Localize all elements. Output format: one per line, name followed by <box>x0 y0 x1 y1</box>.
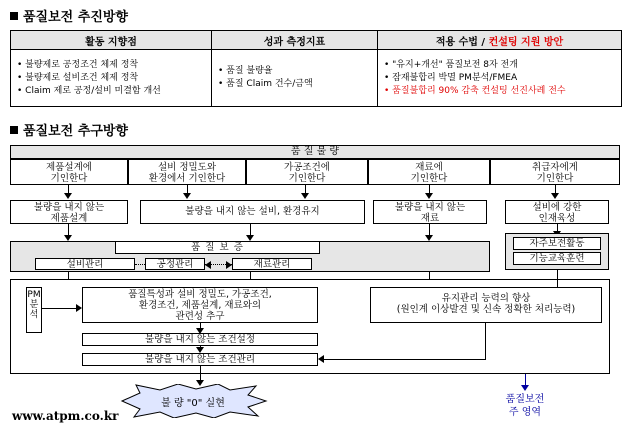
list-item: • "유지+개선" 품질보전 8자 전개 <box>384 59 615 72</box>
arrow-down-icon <box>64 193 72 199</box>
maintenance-capability-box: 유지관리 능력의 향상 (원인계 이상발견 및 신속 정확한 처리능력) <box>370 287 602 323</box>
list-item: • Claim 제로 공정/설비 미결함 개선 <box>17 85 205 98</box>
goal-box: 설비에 강한 인재육성 <box>505 200 609 224</box>
right-item-autonomous: 자주보전활동 <box>513 237 601 250</box>
relationship-box: 품질특성과 설비 정밀도, 가공조건, 환경조건, 제품설계, 재료와의 관련성 추구 <box>82 287 318 323</box>
website-link[interactable]: www.atpm.co.kr <box>12 409 119 423</box>
connector-line <box>68 272 69 279</box>
connector-line <box>324 359 485 360</box>
connector-line <box>485 323 486 360</box>
cause-box: 재료에 기인한다 <box>368 159 490 185</box>
quality-assurance-title: 품 질 보 증 <box>115 241 320 254</box>
arrow-down-icon <box>521 385 529 391</box>
connector-line <box>42 308 77 309</box>
right-item-training: 기능교육훈련 <box>513 252 601 265</box>
arrow-right-icon <box>226 261 232 269</box>
cause-box: 취급자에게 기인한다 <box>490 159 620 185</box>
maintenance-area-label: 품질보전 주 영역 <box>505 394 545 418</box>
quality-defect-bar: 품 질 불 량 <box>10 145 620 159</box>
table-header: 적용 수법 / 컨설팅 지원 방안 <box>378 31 622 50</box>
list-item: • 불량제로 설비조건 체제 정착 <box>17 72 205 85</box>
arrow-down-icon <box>301 193 309 199</box>
table-cell-methods <box>378 50 622 107</box>
qa-item-equipment: 설비관리 <box>35 258 135 270</box>
goal-box: 불량을 내지 않는 제품설계 <box>10 200 128 224</box>
strategy-table <box>10 30 622 107</box>
arrow-down-icon <box>551 193 559 199</box>
list-item: • 잠재불합리 박멸 PM분석/FMEA <box>384 72 615 85</box>
list-item: • 품질불합리 90% 감축 컨설팅 선진사례 전수 <box>384 85 615 98</box>
arrow-down-icon <box>183 193 191 199</box>
list-item: • 품질 불량율 <box>218 65 371 78</box>
cause-box: 제품설계에 기인한다 <box>10 159 128 185</box>
pm-analysis-box: PM 분 석 <box>26 287 42 333</box>
list-item: • 불량제로 공정조건 체제 정착 <box>17 59 205 72</box>
cause-box: 설비 정밀도와 환경에서 기인한다 <box>128 159 246 185</box>
table-header: 성과 측정지표 <box>212 31 378 50</box>
arrow-left-icon <box>318 355 324 363</box>
goal-box: 불량을 내지 않는 재료 <box>373 200 487 224</box>
dotted-connector <box>135 264 145 265</box>
zero-defect-label: 불 량 "0" 실현 <box>161 398 225 409</box>
table-header: 활동 지향점 <box>11 31 212 50</box>
connector-line <box>200 366 201 381</box>
arrow-left-icon <box>205 261 211 269</box>
section-title-strategy: 품질보전 추진방향 <box>10 6 128 25</box>
section-title-direction: 품질보전 추구방향 <box>10 120 128 139</box>
connector-line <box>250 272 251 279</box>
connector-line <box>429 272 430 279</box>
square-bullet-icon <box>10 126 18 134</box>
qa-item-process: 공정관리 <box>145 258 205 270</box>
arrow-down-icon <box>425 193 433 199</box>
qa-item-material: 재료관리 <box>232 258 312 270</box>
list-item: • 품질 Claim 건수/금액 <box>218 78 371 91</box>
table-cell-goals <box>11 50 212 107</box>
table-cell-kpi <box>212 50 378 107</box>
cause-box: 가공조건에 기인한다 <box>246 159 368 185</box>
condition-setting-box: 불량을 내지 않는 조건설정 <box>82 333 318 346</box>
goal-box: 불량을 내지 않는 설비, 환경유지 <box>140 200 365 224</box>
square-bullet-icon <box>10 12 18 20</box>
condition-management-box: 불량을 내지 않는 조건관리 <box>82 353 318 366</box>
